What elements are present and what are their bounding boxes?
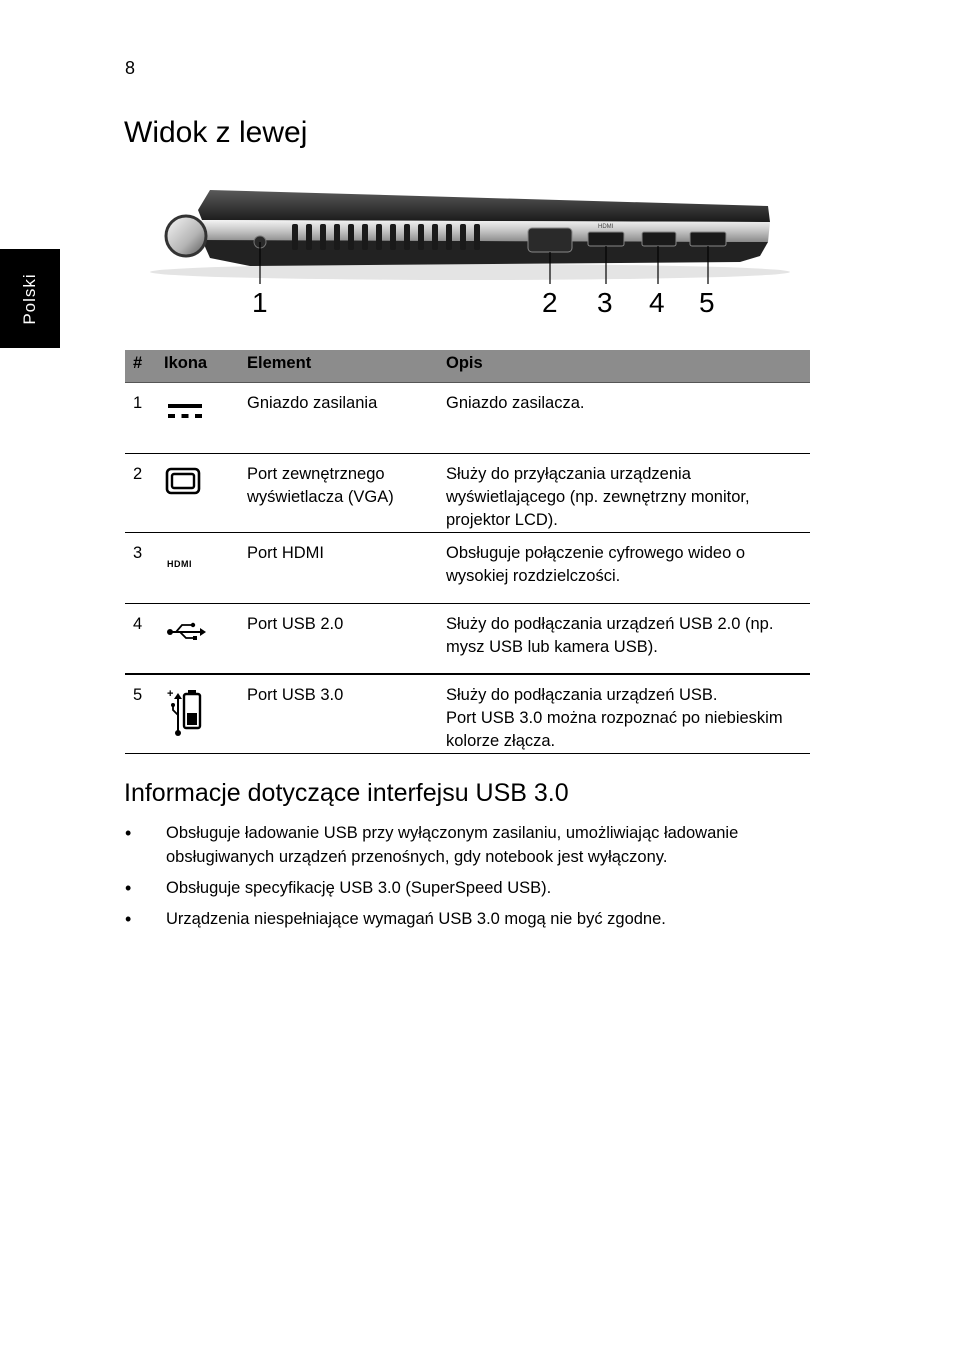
hdmi-port-shape (588, 232, 624, 246)
row-element: Port HDMI (239, 533, 438, 604)
header-element: Element (239, 350, 438, 383)
list-item: • Obsługuje ładowanie USB przy wyłączonym zasilaniu, umożliwiając ładowanie obsługiwanych urządzeń przenośnych, gdy notebook jest wyłączony. (125, 821, 815, 869)
svg-text:+: + (167, 688, 174, 700)
usb-icon (164, 614, 208, 644)
list-item: • Obsługuje specyfikację USB 3.0 (SuperSpeed USB). (125, 876, 815, 900)
laptop-lid (198, 190, 770, 222)
row-description (438, 674, 810, 754)
row-element: Gniazdo zasilania (239, 383, 438, 454)
vga-monitor-icon (164, 464, 204, 496)
page-number: 8 (125, 58, 136, 78)
row-description: Służy do przyłączania urządzenia wyświetlającego (np. zewnętrzny monitor, projektor LCD). (438, 454, 810, 533)
table-row (125, 604, 810, 675)
callout-1: 1 (252, 287, 268, 318)
laptop-base-bottom (202, 240, 768, 266)
row-element: Port USB 3.0 (239, 674, 438, 754)
row-number: 4 (125, 604, 156, 675)
vga-port-shape (528, 228, 572, 252)
callout-4: 4 (649, 287, 665, 318)
header-description: Opis (438, 350, 810, 383)
row-description: Gniazdo zasilacza. (438, 383, 810, 454)
laptop-base-silver (200, 220, 770, 242)
header-icon: Ikona (156, 350, 239, 383)
hdmi-port-label: HDMI (598, 224, 614, 230)
usb2-port-shape (642, 232, 676, 246)
row-element: Port zewnętrznego wyświetlacza (VGA) (239, 454, 438, 533)
laptop-shadow (150, 264, 790, 280)
callout-5: 5 (699, 287, 715, 318)
row-number: 5 (125, 674, 156, 754)
row-number: 3 (125, 533, 156, 604)
table-row (125, 533, 810, 604)
ports-table (125, 350, 810, 754)
usb-section-title: Informacje dotyczące interfejsu USB 3.0 (124, 779, 569, 807)
hdmi-icon (164, 543, 208, 573)
list-item: • Urządzenia niespełniające wymagań USB 3.0 mogą nie być zgodne. (125, 907, 815, 931)
row-description-line: Port USB 3.0 można rozpoznać po niebieskim kolorze złącza. (446, 709, 783, 750)
hinge-barrel (166, 216, 206, 256)
language-tab-label: Polski (20, 273, 39, 325)
usb-info-list (125, 821, 815, 938)
row-number: 1 (125, 383, 156, 454)
callout-3: 3 (597, 287, 613, 318)
row-element: Port USB 2.0 (239, 604, 438, 675)
page-title: Widok z lewej (124, 116, 308, 149)
table-header-row (125, 350, 810, 383)
header-number: # (125, 350, 156, 383)
row-description: Służy do podłączania urządzeń USB 2.0 (np. mysz USB lub kamera USB). (438, 604, 810, 675)
table-row (125, 674, 810, 754)
svg-text:HDMI: HDMI (167, 559, 192, 569)
table-row (125, 383, 810, 454)
row-description: Obsługuje połączenie cyfrowego wideo o wysokiej rozdzielczości. (438, 533, 810, 604)
usb-charge-icon (164, 685, 208, 739)
laptop-left-side-illustration (140, 180, 790, 290)
row-number: 2 (125, 454, 156, 533)
callout-2: 2 (542, 287, 558, 318)
table-row (125, 454, 810, 533)
row-description-line: Służy do podłączania urządzeń USB. (446, 686, 718, 704)
dc-power-icon (164, 393, 204, 423)
usb3-port-shape (690, 232, 726, 246)
language-side-tab (0, 249, 60, 348)
